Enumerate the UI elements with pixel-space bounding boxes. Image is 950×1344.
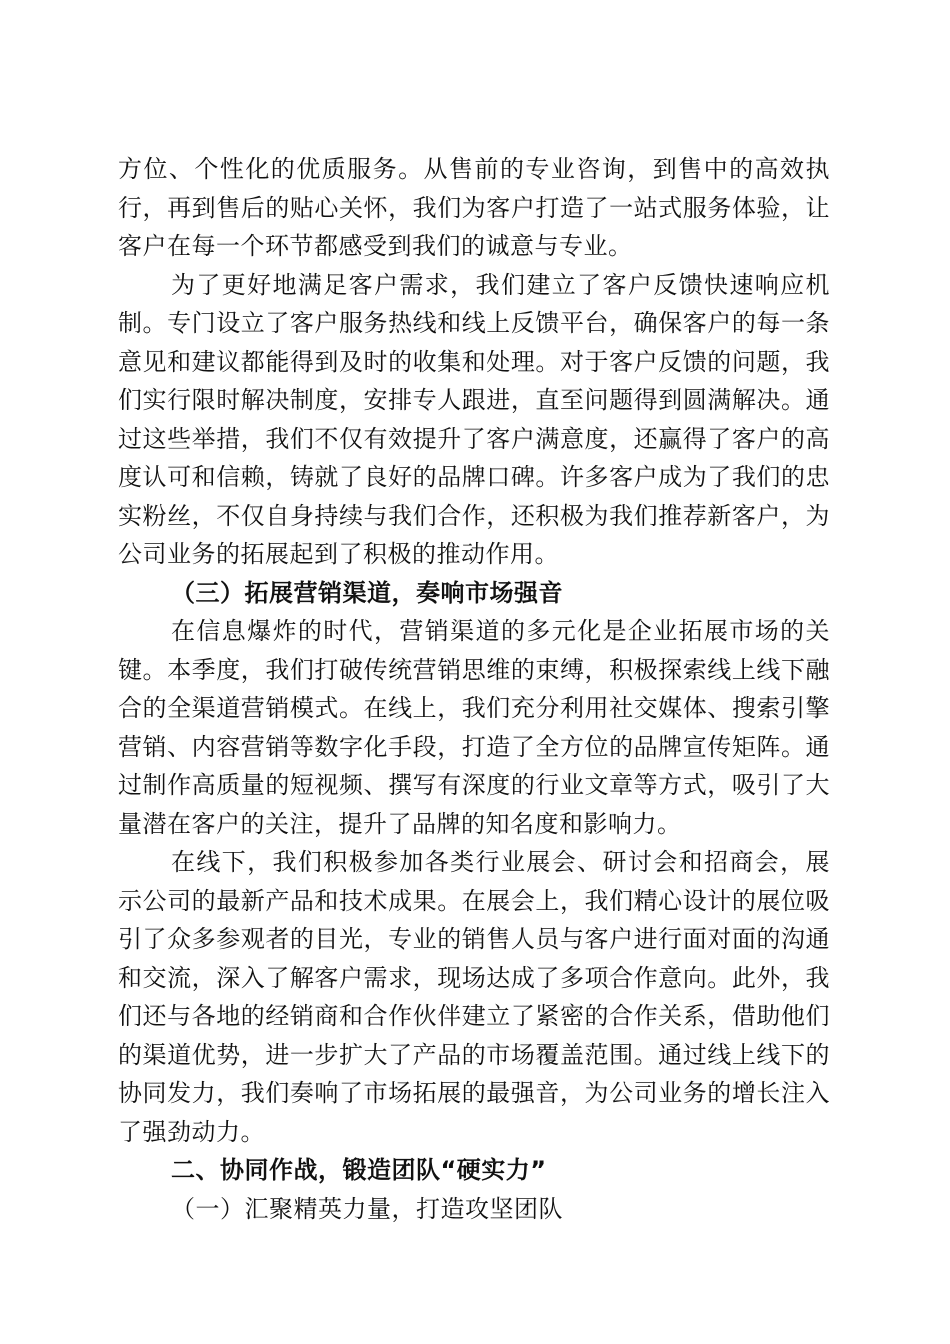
section-heading-team: 二、协同作战，锻造团队“硬实力” — [171, 1156, 547, 1184]
subheading-elite-team: （一）汇聚精英力量，打造攻坚团队 — [171, 1194, 563, 1223]
subheading-marketing-channels: （三）拓展营销渠道，奏响市场强音 — [171, 577, 563, 607]
paragraph-continued-service: 方位、个性化的优质服务。从售前的专业咨询，到售中的高效执行，再到售后的贴心关怀，我们为客户打造了一站式服务体验，让客户在每一个环节都感受到我们的诚意与专业。 — [118, 155, 830, 260]
paragraph-offline-marketing: 在线下，我们积极参加各类行业展会、研讨会和招商会，展示公司的最新产品和技术成果。在展会上，我们精心设计的展位吸引了众多参观者的目光，专业的销售人员与客户进行面对面的沟通和交流，深入了解客户需求，现场达成了多项合作意向。此外，我们还与各地的经销商和合作伙伴建立了紧密的合作关系，借助他们的渠道优势，进一步扩大了产品的市场覆盖范围。通过线上线下的协同发力，我们奏响了市场拓展的最强音，为公司业务的增长注入了强劲动力。 — [118, 848, 830, 1146]
paragraph-online-marketing: 在信息爆炸的时代，营销渠道的多元化是企业拓展市场的关键。本季度，我们打破传统营销思维的束缚，积极探索线上线下融合的全渠道营销模式。在线上，我们充分利用社交媒体、搜索引擎营销、内容营销等数字化手段，打造了全方位的品牌宣传矩阵。通过制作高质量的短视频、撰写有深度的行业文章等方式，吸引了大量潜在客户的关注，提升了品牌的知名度和影响力。 — [118, 617, 830, 838]
document-body — [118, 150, 830, 1228]
paragraph-customer-feedback: 为了更好地满足客户需求，我们建立了客户反馈快速响应机制。专门设立了客户服务热线和线上反馈平台，确保客户的每一条意见和建议都能得到及时的收集和处理。对于客户反馈的问题，我们实行限时解决制度，安排专人跟进，直至问题得到圆满解决。通过这些举措，我们不仅有效提升了客户满意度，还赢得了客户的高度认可和信赖，铸就了良好的品牌口碑。许多客户成为了我们的忠实粉丝，不仅自身持续与我们合作，还积极为我们推荐新客户，为公司业务的拓展起到了积极的推动作用。 — [118, 270, 830, 568]
